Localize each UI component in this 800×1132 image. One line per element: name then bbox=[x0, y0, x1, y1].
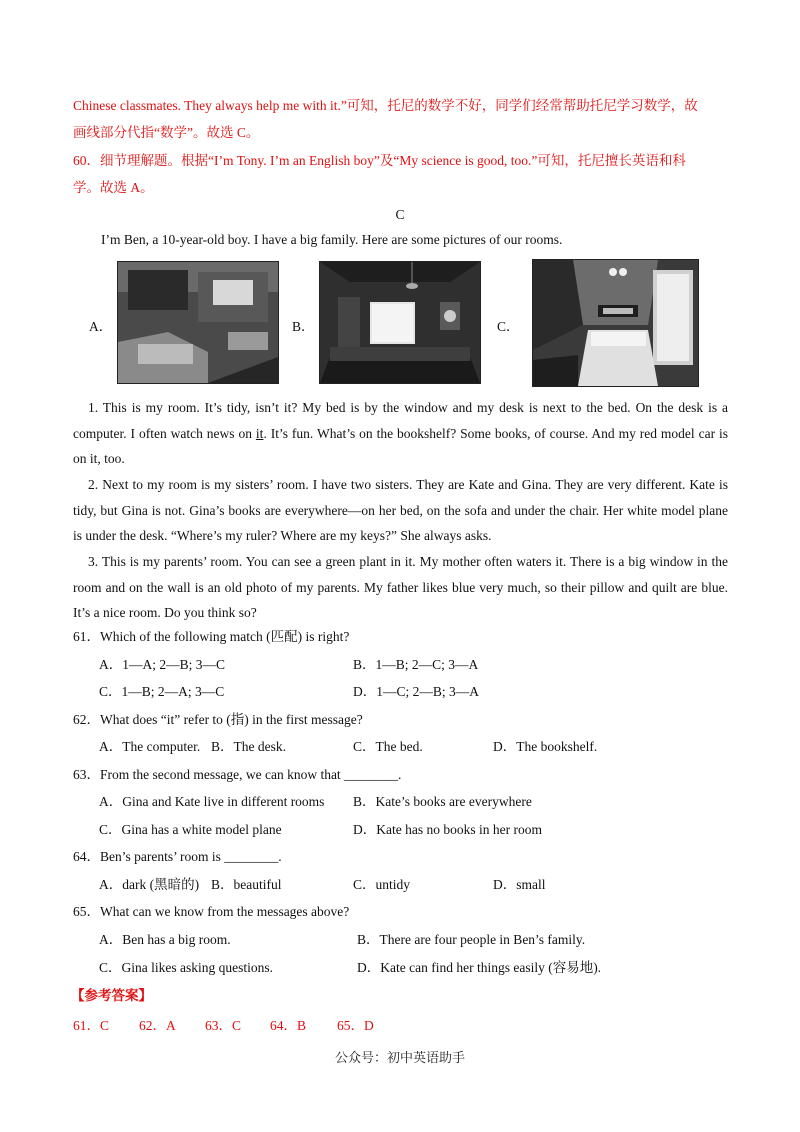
question-62-option-c[interactable]: C．The bed. bbox=[353, 739, 423, 754]
question-65-stem: 65．What can we know from the messages above? bbox=[73, 904, 350, 919]
message-1 bbox=[73, 395, 728, 472]
message-3-text: 3. This is my parents’ room. You can see a green plant in it. My mother often waters it. There is a big window in the room and on the wall is an old photo of my parents. My father likes blue very much, so their pillow and quilt are blue. It’s a nice room. Do you think so? bbox=[73, 554, 728, 620]
question-64-option-a[interactable]: A．dark (黑暗的) bbox=[99, 877, 200, 892]
passage-intro: I’m Ben, a 10-year-old boy. I have a big family. Here are some pictures of our rooms. bbox=[101, 232, 563, 247]
question-61-option-c[interactable]: C．1—B; 2—A; 3—C bbox=[99, 684, 225, 699]
message-1-underlined-it: it bbox=[255, 425, 264, 441]
bedroom-bed-photo-icon bbox=[532, 259, 699, 387]
question-63-option-b[interactable]: B．Kate’s books are everywhere bbox=[353, 794, 532, 809]
question-63-stem: 63．From the second message, we can know that ________. bbox=[73, 767, 402, 782]
explanation-line-2: 画线部分代指“数学”。故选 C。 bbox=[73, 125, 260, 140]
picture-b-label: B． bbox=[292, 319, 315, 334]
message-3 bbox=[73, 549, 728, 626]
answer-63: 63．C bbox=[205, 1018, 242, 1033]
question-61-option-a[interactable]: A．1—A; 2—B; 3—C bbox=[99, 657, 226, 672]
question-65-option-c[interactable]: C．Gina likes asking questions. bbox=[99, 960, 273, 975]
question-61-option-b[interactable]: B．1—B; 2—C; 3—A bbox=[353, 657, 479, 672]
question-62-option-b[interactable]: B．The desk. bbox=[211, 739, 286, 754]
section-label: C bbox=[395, 207, 405, 222]
answer-61: 61．C bbox=[73, 1018, 110, 1033]
footer-account-name: 公众号：初中英语助手 bbox=[334, 1051, 465, 1066]
message-1-part-b: . It’s fun. What’s on the bookshelf? Some books, of course. And my red model car is on it, too. bbox=[73, 425, 729, 466]
message-2-text: 2. Next to my room is my sisters’ room. I have two sisters. They are Kate and Gina. They are very different. Kate is tidy, but Gina is not. Gina’s books are everywhere—on her bed, on the sofa and under the chair. Her white model plane is under the desk. “Where’s my ruler? Where are my keys?” She always asks. bbox=[73, 477, 728, 543]
bedroom-window-photo-icon bbox=[319, 261, 481, 384]
question-64-option-c[interactable]: C．untidy bbox=[353, 877, 411, 892]
answer-62: 62．A bbox=[139, 1018, 176, 1033]
message-1-part-a: 1. This is my room. It’s tidy, isn’t it? My bed is by the window and my desk is next to the bed. On the desk is a computer. I often watch news on bbox=[73, 400, 728, 441]
answer-65: 65．D bbox=[337, 1018, 374, 1033]
question-62-option-a[interactable]: A．The computer. bbox=[99, 739, 201, 754]
question-64-option-b[interactable]: B．beautiful bbox=[211, 877, 282, 892]
question-63-option-d[interactable]: D．Kate has no books in her room bbox=[353, 822, 542, 837]
question-61-option-d[interactable]: D．1—C; 2—B; 3—A bbox=[353, 684, 480, 699]
answer-64: 64．B bbox=[270, 1018, 307, 1033]
explanation-line-1: Chinese classmates. They always help me with it.”可知，托尼的数学不好，同学们经常帮助托尼学习数学，故 bbox=[73, 98, 698, 113]
picture-a-label: A． bbox=[89, 319, 113, 334]
question-65-option-d[interactable]: D．Kate can find her things easily (容易地). bbox=[357, 960, 602, 975]
question-63-option-a[interactable]: A．Gina and Kate live in different rooms bbox=[99, 794, 325, 809]
question-65-option-b[interactable]: B．There are four people in Ben’s family. bbox=[357, 932, 586, 947]
question-61-stem: 61．Which of the following match (匹配) is right? bbox=[73, 629, 350, 644]
living-room-photo-icon bbox=[117, 261, 279, 384]
message-2 bbox=[73, 472, 728, 549]
question-63-option-c[interactable]: C．Gina has a white model plane bbox=[99, 822, 282, 837]
picture-c-label: C． bbox=[497, 319, 520, 334]
question-65-option-a[interactable]: A．Ben has a big room. bbox=[99, 932, 231, 947]
answer-header: 【参考答案】 bbox=[71, 988, 152, 1003]
question-62-option-d[interactable]: D．The bookshelf. bbox=[493, 739, 598, 754]
question-64-option-d[interactable]: D．small bbox=[493, 877, 546, 892]
question-64-stem: 64．Ben’s parents’ room is ________. bbox=[73, 849, 282, 864]
question-62-stem: 62．What does “it” refer to (指) in the first message? bbox=[73, 712, 363, 727]
explanation-line-3: 60．细节理解题。根据“I’m Tony. I’m an English boy”及“My science is good, too.”可知，托尼擅长英语和科 bbox=[73, 153, 686, 168]
explanation-line-4: 学。故选 A。 bbox=[73, 180, 154, 195]
